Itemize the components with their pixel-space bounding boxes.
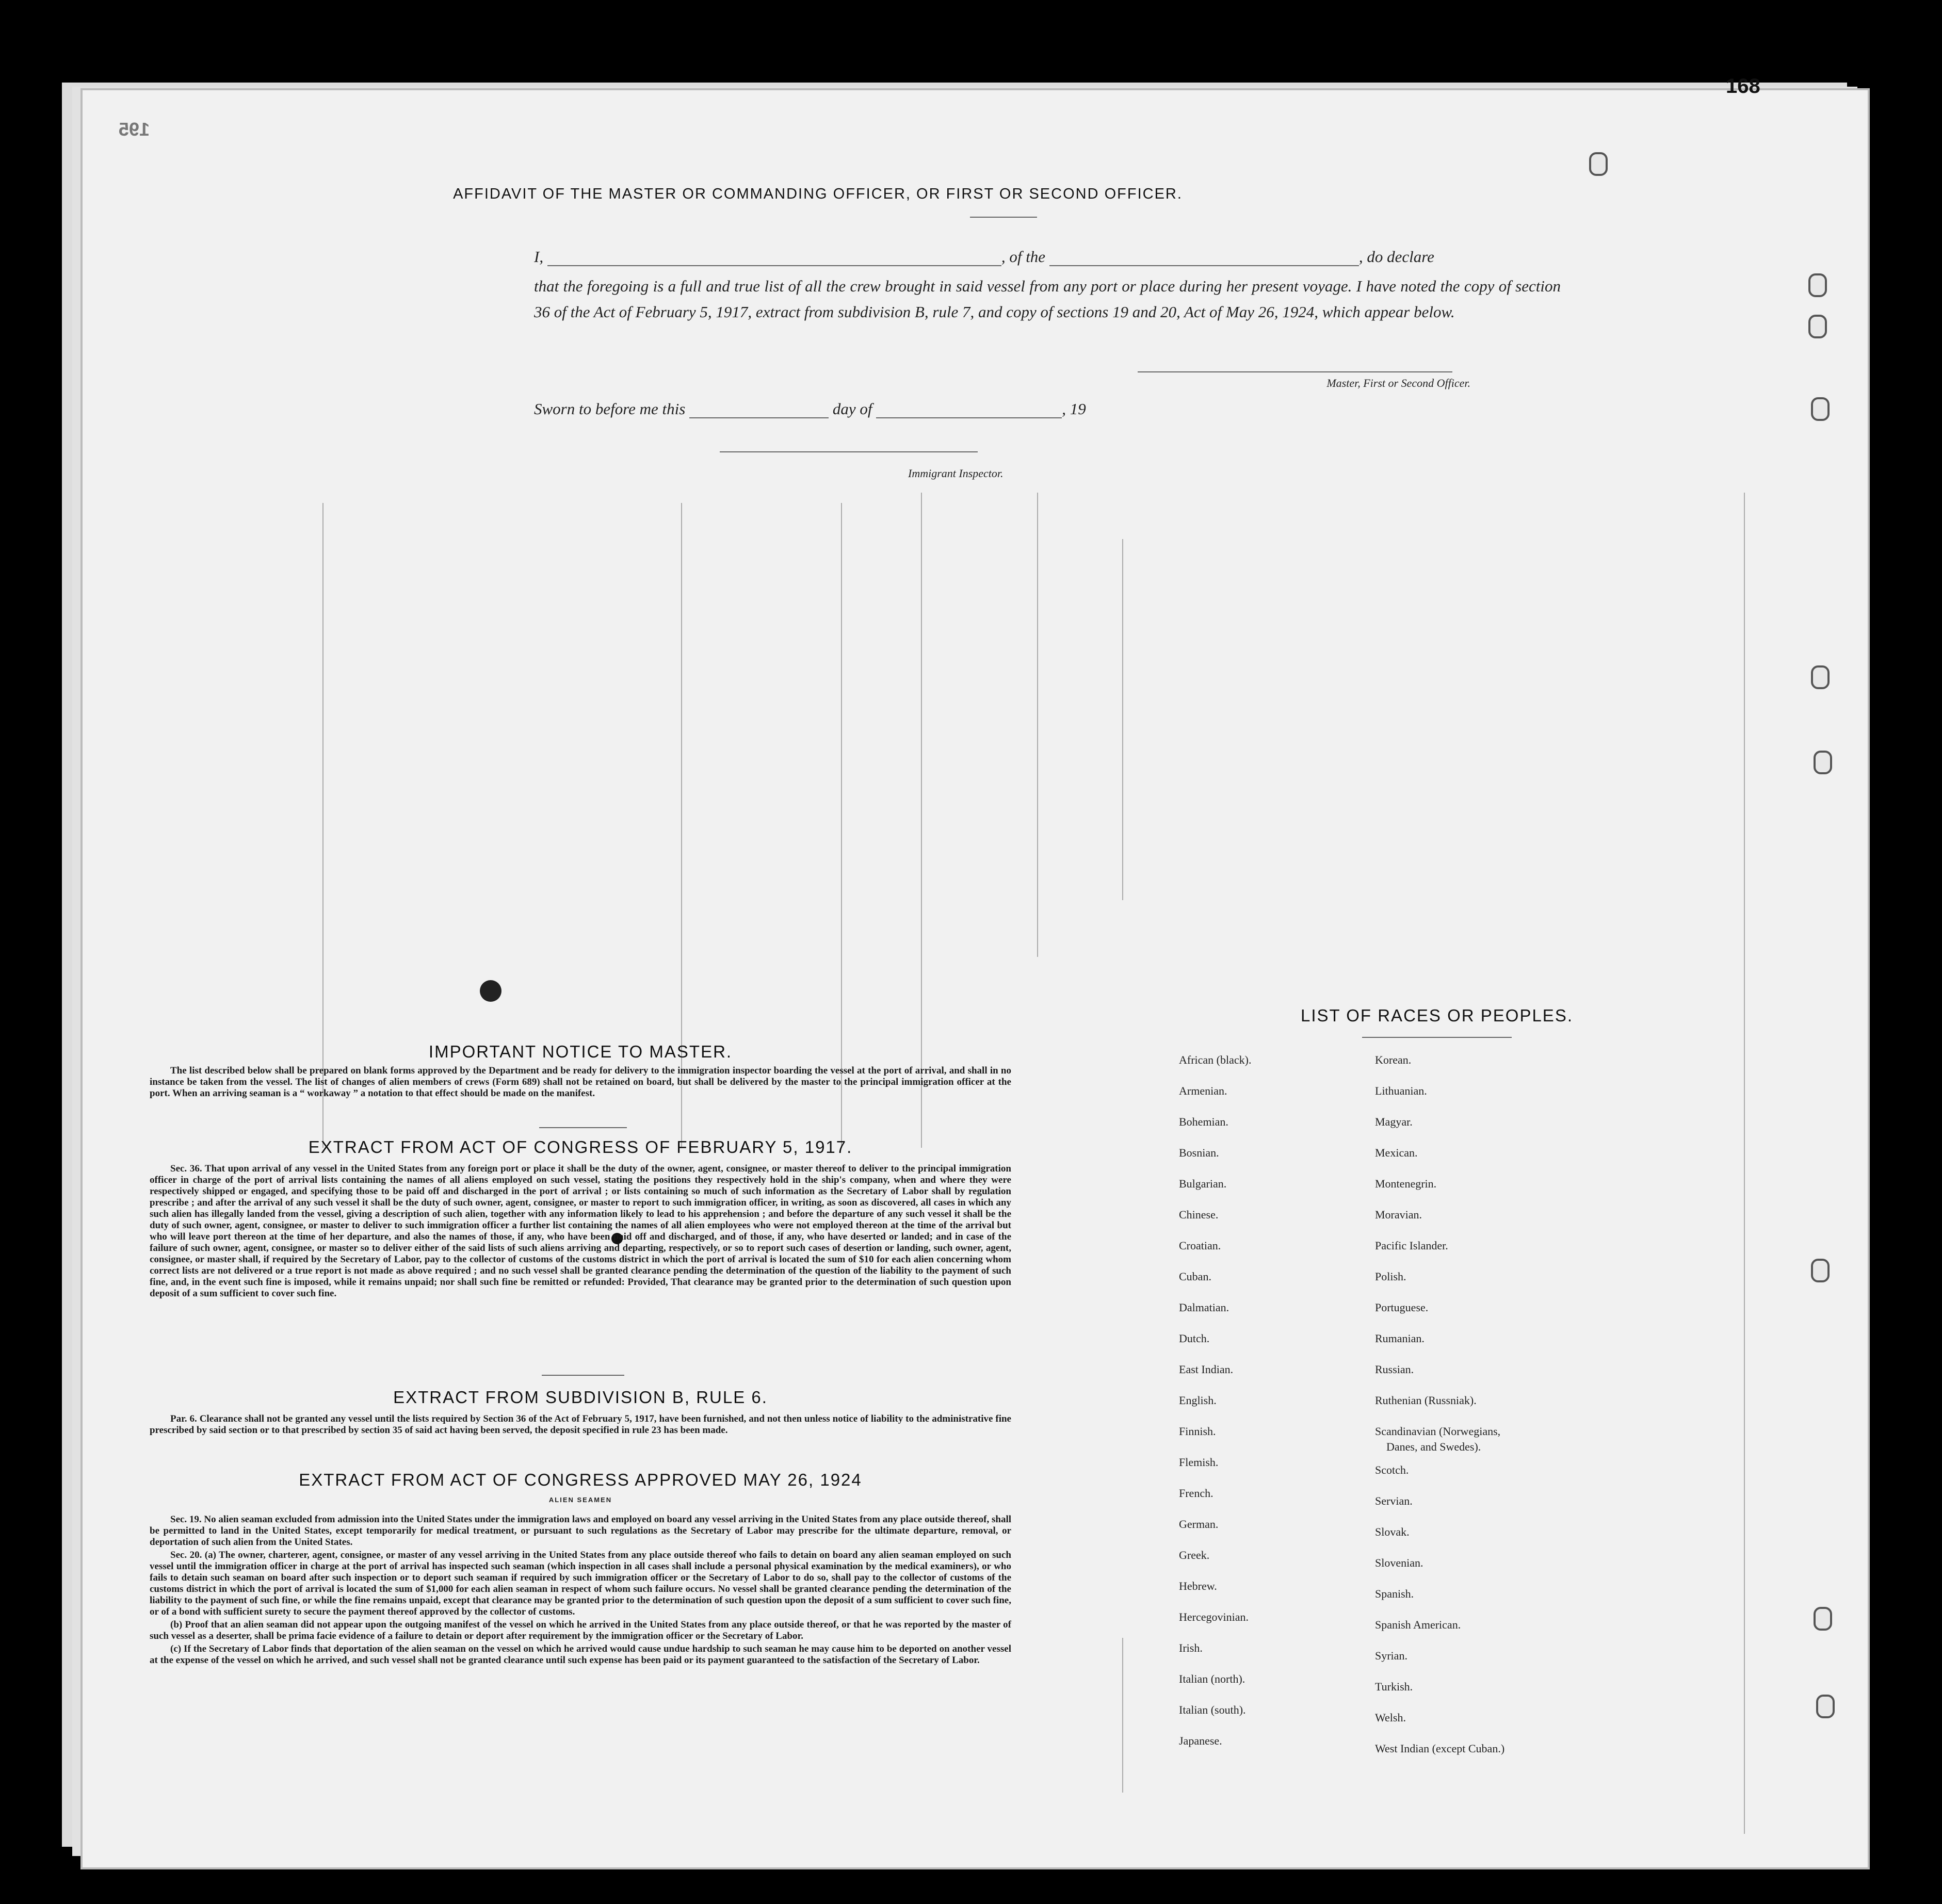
race-item: Welsh. (1375, 1711, 1406, 1724)
race-item: Scotch. (1375, 1463, 1409, 1476)
race-item: Flemish. (1179, 1456, 1219, 1469)
sworn-line (534, 400, 1256, 418)
declarant-prefix: I, (534, 248, 544, 266)
race-item: Slovenian. (1375, 1556, 1423, 1569)
race-item: Ruthenian (Russniak). (1375, 1394, 1477, 1407)
race-item: Japanese. (1179, 1734, 1222, 1747)
race-item-continuation: Danes, and Swedes). (1386, 1440, 1481, 1453)
race-item: Armenian. (1179, 1084, 1227, 1097)
race-item: Bohemian. (1179, 1115, 1228, 1128)
race-item: Bulgarian. (1179, 1177, 1227, 1190)
sec-20b-paragraph: (b) Proof that an alien seaman did not appear upon the outgoing manifest of the vessel on which he arrived in the United States from any place outside thereof, or that he was reported by the master of such vessel as a deserter, shall be prima facie evidence of a failure to detain or deport after requirement by the immigration officer or the Secretary of Labor. (150, 1619, 1011, 1641)
divider (1362, 1037, 1512, 1038)
race-item: Scandinavian (Norwegians, (1375, 1425, 1501, 1438)
race-item: Hercegovinian. (1179, 1610, 1249, 1623)
affidavit-body: that the foregoing is a full and true list of all the crew brought in said vessel from any port or place during her present voyage. I have noted the copy of section 36 of the Act of February 5, 1917, extract from subdivision B, rule 7, and copy of sections 19 and 20, Act of May 26, 1924, which appear below. (534, 277, 1561, 321)
race-item: Spanish. (1375, 1587, 1414, 1600)
divider (970, 217, 1037, 218)
race-item: Spanish American. (1375, 1618, 1461, 1631)
race-item: Montenegrin. (1375, 1177, 1437, 1190)
race-item: Syrian. (1375, 1649, 1407, 1662)
race-item: Dalmatian. (1179, 1301, 1229, 1314)
race-item: East Indian. (1179, 1363, 1234, 1376)
manifest-page (83, 75, 1868, 1867)
race-item: Polish. (1375, 1270, 1406, 1283)
par-6-paragraph: Par. 6. Clearance shall not be granted any vessel until the lists required by Section 36 of the Act of February 5, 1917, have been furnished, and not then unless notice of liability to the administrative fine prescribed by said section or to that prescribed by section 35 of said act having been served, the deposit specified in rule 23 has been made. (150, 1413, 1011, 1436)
sworn-suffix: , 19 (1062, 400, 1086, 418)
race-item: Italian (north). (1179, 1672, 1245, 1685)
race-item: Magyar. (1375, 1115, 1413, 1128)
extract-rule6-title: EXTRACT FROM SUBDIVISION B, RULE 6. (393, 1388, 768, 1407)
declarant-mid: , of the (1001, 248, 1046, 266)
race-item: French. (1179, 1487, 1213, 1500)
sec-20c-paragraph: (c) If the Secretary of Labor finds that deportation of the alien seaman on the vessel on which he arrived would cause undue hardship to such seaman he may cause him to be deported on another vessel at the expense of the vessel on which he arrived, and such vessel shall not be granted clearance until such expense has been paid or its payment guaranteed to the satisfaction of the Secretary of Labor. (150, 1643, 1011, 1666)
race-item: Mexican. (1375, 1146, 1418, 1159)
affidavit-declaration-line (534, 248, 1561, 266)
inspector-signature-line[interactable] (720, 451, 978, 452)
binding-hole (1811, 665, 1830, 689)
race-item: German. (1179, 1518, 1219, 1531)
race-item: Rumanian. (1375, 1332, 1425, 1345)
race-item: Bosnian. (1179, 1146, 1219, 1159)
notice-paragraph: The list described below shall be prepared on blank forms approved by the Department and be ready for delivery to the immigration inspector boarding the vessel at the port of arrival, and shall in no instance be taken from the vessel. The list of changes of alien members of crews (Form 689) shall not be retained on board, but shall be delivered by the master to the principal immigration officer at the port. When an arriving seaman is a “ workaway ” a notation to that effect should be made on the manifest. (150, 1065, 1011, 1099)
race-item: Lithuanian. (1375, 1084, 1427, 1097)
race-item: Irish. (1179, 1641, 1203, 1654)
races-title: LIST OF RACES OR PEOPLES. (1300, 1006, 1574, 1025)
divider (539, 1127, 627, 1128)
race-item: Portuguese. (1375, 1301, 1429, 1314)
race-item: Finnish. (1179, 1425, 1216, 1438)
race-item: Slovak. (1375, 1525, 1410, 1538)
column-rule (1037, 493, 1038, 957)
ink-blot (480, 980, 501, 1002)
signature-label: Master, First or Second Officer. (1326, 377, 1470, 389)
binding-hole (1808, 315, 1827, 338)
extract-1917-text (150, 1163, 1011, 1301)
races-right-column (1375, 1045, 1504, 1764)
notice-text (150, 1065, 1011, 1101)
race-item: Italian (south). (1179, 1703, 1246, 1716)
binding-hole (1814, 1607, 1832, 1631)
races-left-column (1179, 1045, 1251, 1756)
declarant-suffix: , do declare (1358, 248, 1434, 266)
binding-hole (1589, 152, 1608, 176)
race-item: Pacific Islander. (1375, 1239, 1448, 1252)
race-item: Russian. (1375, 1363, 1414, 1376)
declarant-name-field[interactable] (547, 250, 1001, 266)
binding-hole (1808, 273, 1827, 297)
sec-20a-paragraph: Sec. 20. (a) The owner, charterer, agent, consignee, or master of any vessel arriving in the United States from any place outside thereof who fails to detain on board any alien seaman employed on such vessel until the immigration officer in charge at the port of arrival has inspected such seaman (which inspection in all cases shall include a personal physical examination by the medical examiners), or who fails to detain such seaman on board after such inspection or to deport such seaman if required by such immigration officer or the Secretary of Labor to do so, shall pay to the collector of customs of the customs district in which the port of arrival is located the sum of $1,000 for each alien seaman in respect of whom such failure occurs. No vessel shall be granted clearance pending the determination of the liability to the payment of such fine, or while the fine remains unpaid, except that clearance may be granted prior to the determination of such question upon the deposit of a sum sufficient to cover such fine, or of a bond with sufficient surety to secure the payment thereof approved by the collector of customs. (150, 1550, 1011, 1617)
sworn-day-field[interactable] (689, 402, 829, 418)
extract-1917-title: EXTRACT FROM ACT OF CONGRESS OF FEBRUARY 5, 1917. (308, 1137, 853, 1157)
sworn-month-field[interactable] (876, 402, 1062, 418)
race-item: Korean. (1375, 1053, 1412, 1066)
race-item: Servian. (1375, 1494, 1413, 1507)
signature-line[interactable] (1138, 371, 1452, 372)
inspector-label: Immigrant Inspector. (908, 467, 1004, 480)
race-item: Turkish. (1375, 1680, 1413, 1693)
sec-19-paragraph: Sec. 19. No alien seaman excluded from admission into the United States under the immigration laws and employed on board any vessel arriving in the United States from any place outside thereof, shall be permitted to land in the United States, except temporarily for medical treatment, or pursuant to such regulations as the Secretary of Labor may prescribe for the ultimate departure, removal, or deportation of such alien from the United States. (150, 1514, 1011, 1548)
extract-1924-title: EXTRACT FROM ACT OF CONGRESS APPROVED MAY 26, 1924 (299, 1470, 862, 1489)
divider (542, 1375, 624, 1376)
affidavit-title: AFFIDAVIT OF THE MASTER OR COMMANDING OFFICER, OR FIRST OR SECOND OFFICER. (453, 186, 1183, 202)
page-number-top-right: 168 (1726, 75, 1760, 97)
race-item: Greek. (1179, 1549, 1210, 1561)
column-rule (1122, 539, 1123, 900)
race-item: African (black). (1179, 1053, 1252, 1066)
race-item: Chinese. (1179, 1208, 1219, 1221)
race-item: Moravian. (1375, 1208, 1422, 1221)
vessel-name-field[interactable] (1049, 250, 1359, 266)
race-item: Croatian. (1179, 1239, 1221, 1252)
binding-hole (1816, 1695, 1835, 1718)
column-rule (1122, 1638, 1123, 1793)
binding-hole (1811, 397, 1830, 421)
race-item: English. (1179, 1394, 1217, 1407)
extract-rule6-text (150, 1413, 1011, 1438)
race-item: Hebrew. (1179, 1580, 1217, 1592)
binding-hole (1814, 751, 1832, 774)
extract-1924-text (150, 1514, 1011, 1668)
notice-title: IMPORTANT NOTICE TO MASTER. (428, 1042, 733, 1061)
race-item: West Indian (except Cuban.) (1375, 1742, 1505, 1755)
page-number-bleed: 195 (119, 119, 150, 140)
binding-hole (1811, 1259, 1830, 1282)
race-item: Cuban. (1179, 1270, 1211, 1283)
column-rule (1744, 493, 1745, 1834)
race-item: Dutch. (1179, 1332, 1210, 1345)
sworn-mid: day of (832, 400, 872, 418)
sec-36-paragraph: Sec. 36. That upon arrival of any vessel in the United States from any foreign port or place it shall be the duty of the owner, agent, consignee, or master thereof to deliver to the principal immigration officer in charge of the port of arrival lists containing the names of all aliens employed on such vessel, stating the positions they respectively hold in the ship's company, when and where they were respectively shipped or engaged, and specifying those to be paid off and discharged in the port of arrival ; or lists containing so much of such information as the Secretary of Labor shall by regulation prescribe ; and after the arrival of any such vessel it shall be the duty of such owner, agent, consignee, or master to report to such immigration officer, in writing, as soon as discovered, all cases in which any such alien has illegally landed from the vessel, giving a description of such alien, together with any information likely to lead to his apprehension ; and before the departure of any such vessel it shall be the duty of such owner, agent, consignee, or master to deliver to such immigration officer a further list containing the names of all alien employees who were not employed thereon at the time of the arrival but who will leave port thereon at the time of her departure, and also the names of those, if any, who have been paid off and discharged, and of those, if any, who have deserted or landed; and in case of the failure of such owner, agent, consignee, or master so to deliver either of the said lists of such aliens arriving and departing, respectively, or so to report such cases of desertion or landing, such owner, agent, consignee, or master shall, if required by the Secretary of Labor, pay to the collector of customs of the customs district in which the port of arrival is located the sum of $10 for each alien concerning whom correct lists are not delivered or a true report is not made as above required ; and no such vessel shall be granted clearance pending the determination of the question of the liability to the payment of such fine, and, in the event such fine is imposed, while it remains unpaid; nor shall such fine be remitted or refunded: Provided, That clearance may be granted prior to the determination of such question upon deposit of a sum sufficient to cover such fine. (150, 1163, 1011, 1299)
sworn-prefix: Sworn to before me this (534, 400, 686, 418)
alien-seamen-subtitle: ALIEN SEAMEN (548, 1496, 612, 1504)
